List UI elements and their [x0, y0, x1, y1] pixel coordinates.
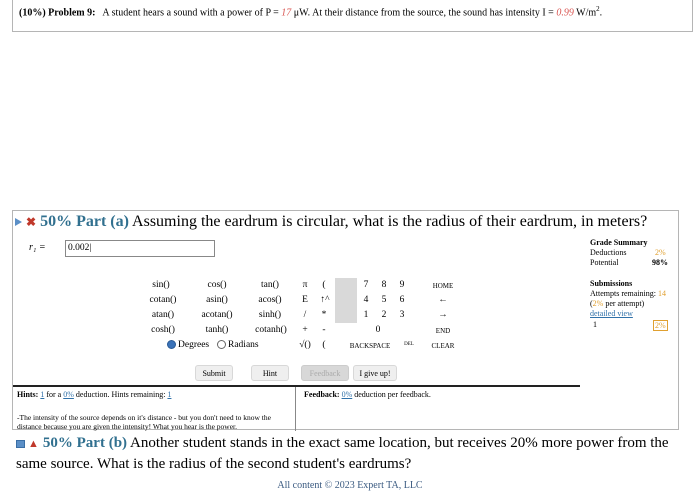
answer-label: r₁ = [29, 242, 46, 253]
key-atan[interactable]: atan() [151, 310, 175, 320]
submit-button[interactable]: Submit [195, 365, 233, 381]
key-1[interactable]: 1 [363, 310, 369, 320]
radians-label: Radians [228, 340, 259, 350]
key-cosh[interactable]: cosh() [151, 325, 175, 335]
part-a-panel [12, 210, 679, 430]
give-up-button[interactable]: I give up! [353, 365, 397, 381]
key-back-arrow[interactable]: ← [438, 295, 448, 305]
attempts-value: 14 [658, 289, 666, 298]
radians-radio[interactable] [217, 340, 226, 349]
collapse-icon[interactable] [16, 440, 25, 448]
hints-count[interactable]: 1 [40, 390, 45, 399]
feedback-button[interactable]: Feedback [301, 365, 349, 381]
per-attempt [590, 299, 644, 308]
key-divide[interactable]: / [303, 310, 307, 320]
hints-label: Hints: [17, 390, 41, 399]
warning-icon: ▲ [28, 437, 39, 450]
key-clear[interactable]: CLEAR [431, 342, 455, 350]
hints-deduction: deduction. Hints remaining: [73, 390, 168, 399]
feedback-panel [300, 387, 580, 431]
key-asin[interactable]: asin() [206, 295, 228, 305]
feedback-text: deduction per feedback. [352, 390, 431, 399]
radians-option[interactable] [217, 340, 259, 350]
hint-text: -The intensity of the source depends on it's distance - but you don't need to know the distance because you are given the intensity! What you hear is the power. [17, 413, 271, 431]
submissions-title: Submissions [590, 279, 633, 288]
problem-text-c: W/m [573, 7, 597, 19]
key-4[interactable]: 4 [363, 295, 369, 305]
deductions-value: 2% [655, 248, 666, 257]
incorrect-icon: ✖ [26, 214, 37, 229]
key-5[interactable]: 5 [381, 295, 387, 305]
key-tan[interactable]: tan() [261, 280, 279, 290]
key-e[interactable]: E [302, 295, 308, 305]
key-9[interactable]: 9 [399, 280, 405, 290]
hints-header [17, 390, 291, 399]
degrees-option[interactable] [167, 340, 209, 350]
key-6[interactable]: 6 [399, 295, 405, 305]
feedback-label: Feedback: [304, 390, 342, 399]
expand-icon[interactable] [15, 218, 22, 226]
per-attempt-close: per attempt) [603, 299, 645, 308]
potential-value: 98% [652, 258, 668, 267]
part-b-label: Part (b) [76, 435, 128, 451]
power-value: 17 [281, 7, 292, 19]
key-multiply[interactable]: * [321, 310, 327, 320]
key-del[interactable]: DEL [404, 342, 414, 347]
part-a-percent: 50% [40, 213, 73, 230]
degrees-label: Degrees [178, 340, 210, 350]
key-3[interactable]: 3 [399, 310, 405, 320]
hints-pct: 0% [63, 390, 74, 399]
intensity-value: 0.99 [556, 7, 574, 19]
key-blank-3[interactable] [335, 308, 357, 323]
footer-copyright: All content © 2023 Expert TA, LLC [277, 480, 423, 491]
key-sin[interactable]: sin() [152, 280, 170, 290]
key-cos[interactable]: cos() [207, 280, 227, 290]
key-7[interactable]: 7 [363, 280, 369, 290]
key-0[interactable]: 0 [375, 325, 381, 335]
key-open-paren[interactable]: ( [322, 280, 326, 290]
key-acos[interactable]: acos() [258, 295, 282, 305]
key-cotan[interactable]: cotan() [149, 295, 177, 305]
part-a-label: Part (a) [76, 213, 129, 230]
hints-for-a: for a [44, 390, 64, 399]
part-b-question: Another student stands in the exact same location, but receives 20% more power from the same source. What is the radius of the second student's eardrums? [16, 435, 669, 472]
problem-text-d: . [599, 7, 603, 19]
key-plus[interactable]: + [302, 325, 308, 335]
key-acotan[interactable]: acotan() [201, 310, 233, 320]
key-8[interactable]: 8 [381, 280, 387, 290]
hints-panel [13, 387, 296, 431]
key-2[interactable]: 2 [381, 310, 387, 320]
key-paren-2[interactable]: ( [322, 340, 326, 350]
key-home[interactable]: HOME [432, 282, 454, 290]
part-b-percent: 50% [42, 435, 73, 451]
key-tanh[interactable]: tanh() [205, 325, 229, 335]
part-b-panel [16, 433, 686, 474]
feedback-pct: 0% [341, 390, 353, 399]
attempts-remaining [590, 289, 666, 298]
degrees-radio[interactable] [167, 340, 176, 349]
per-attempt-open: ( [590, 299, 593, 308]
deductions-label: Deductions [590, 248, 627, 257]
problem-label: (10%) Problem 9: [19, 7, 96, 19]
key-blank-1[interactable] [335, 278, 357, 293]
key-forward-arrow[interactable]: → [438, 310, 448, 320]
per-attempt-pct: 2% [592, 299, 604, 308]
key-end[interactable]: END [435, 327, 451, 335]
key-minus[interactable]: - [322, 325, 326, 335]
key-power[interactable]: ↑^ [320, 295, 330, 305]
problem-statement [12, 0, 693, 32]
unit-exponent: 2 [596, 5, 600, 13]
key-pi[interactable]: π [302, 280, 308, 290]
submission-row-pct: 2% [655, 321, 666, 330]
key-cotanh[interactable]: cotanh() [255, 325, 287, 335]
problem-text-a: A student hears a sound with a power of P = [102, 7, 282, 19]
key-sinh[interactable]: sinh() [258, 310, 282, 320]
attempts-label: Attempts remaining: [590, 289, 658, 298]
problem-text-b: μW. At their distance from the source, the sound has intensity I = [291, 7, 557, 19]
key-blank-2[interactable] [335, 293, 357, 308]
key-sqrt[interactable]: √() [299, 340, 311, 350]
hints-remaining: 1 [167, 390, 172, 399]
key-backspace[interactable]: BACKSPACE [349, 342, 391, 350]
part-a-title [15, 213, 647, 231]
submission-row-number: 1 [593, 320, 597, 329]
grade-summary-title: Grade Summary [590, 238, 648, 247]
potential-label: Potential [590, 258, 619, 267]
answer-input[interactable]: 0.002| [65, 240, 215, 257]
hint-button[interactable]: Hint [251, 365, 289, 381]
part-a-question: Assuming the eardrum is circular, what is the radius of their eardrum, in meters? [132, 213, 648, 230]
detailed-view-link[interactable]: detailed view [590, 309, 633, 318]
